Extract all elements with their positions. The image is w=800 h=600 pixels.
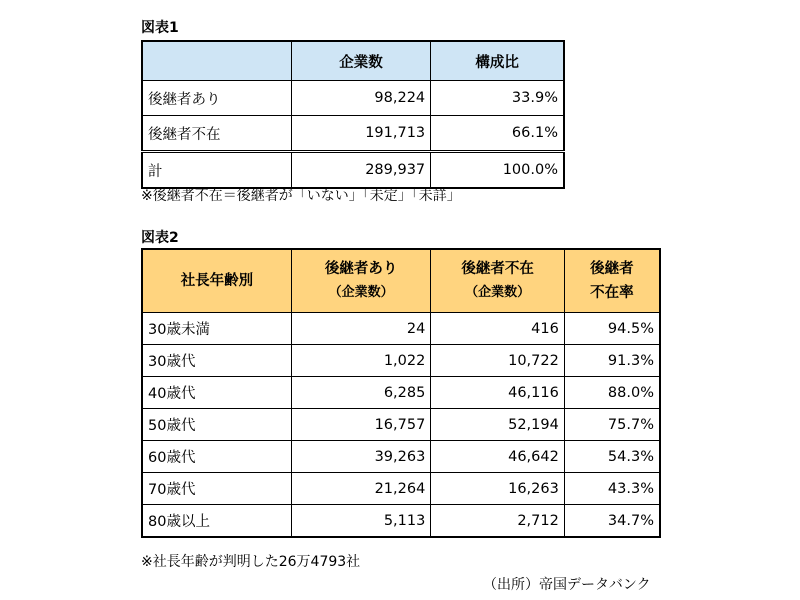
table2-title: 図表2 xyxy=(141,230,179,246)
row-with: 1,022 xyxy=(291,345,430,377)
row-without: 2,712 xyxy=(431,505,565,538)
row-rate: 54.3% xyxy=(564,441,660,473)
row-with: 24 xyxy=(291,313,430,345)
table2-header-with xyxy=(291,249,430,313)
table-row xyxy=(142,116,564,152)
row-count: 289,937 xyxy=(291,152,430,189)
row-age: 30歳未満 xyxy=(142,313,291,345)
row-rate: 34.7% xyxy=(564,505,660,538)
header-line: 後継者 xyxy=(590,261,634,277)
table2 xyxy=(141,248,661,538)
row-rate: 88.0% xyxy=(564,377,660,409)
table2-header-age: 社長年齢別 xyxy=(142,249,291,313)
table-row xyxy=(142,473,660,505)
source-credit: （出所）帝国データバンク xyxy=(483,577,651,593)
table2-header-row xyxy=(142,249,660,313)
table-row xyxy=(142,441,660,473)
table-row xyxy=(142,313,660,345)
row-label: 計 xyxy=(142,152,291,189)
header-line: 後継者あり xyxy=(324,261,398,277)
row-ratio: 100.0% xyxy=(431,152,564,189)
row-without: 16,263 xyxy=(431,473,565,505)
row-without: 416 xyxy=(431,313,565,345)
table2-note: ※社長年齢が判明した26万4793社 xyxy=(141,554,361,570)
header-line: 後継者不在 xyxy=(461,261,534,277)
row-rate: 75.7% xyxy=(564,409,660,441)
table1-header-count: 企業数 xyxy=(291,41,430,81)
row-ratio: 66.1% xyxy=(431,116,564,152)
table1-note: ※後継者不在＝後継者が「いない」「未定」「未詳」 xyxy=(141,188,461,204)
table-row xyxy=(142,81,564,116)
row-with: 21,264 xyxy=(291,473,430,505)
row-age: 40歳代 xyxy=(142,377,291,409)
row-age: 50歳代 xyxy=(142,409,291,441)
row-with: 16,757 xyxy=(291,409,430,441)
row-age: 60歳代 xyxy=(142,441,291,473)
row-with: 39,263 xyxy=(291,441,430,473)
header-subline: （企業数） xyxy=(328,285,394,300)
row-rate: 94.5% xyxy=(564,313,660,345)
row-without: 46,116 xyxy=(431,377,565,409)
table2-header-rate xyxy=(564,249,660,313)
row-without: 52,194 xyxy=(431,409,565,441)
row-with: 5,113 xyxy=(291,505,430,538)
row-rate: 43.3% xyxy=(564,473,660,505)
row-age: 80歳以上 xyxy=(142,505,291,538)
row-without: 10,722 xyxy=(431,345,565,377)
row-label: 後継者不在 xyxy=(142,116,291,152)
table-row xyxy=(142,409,660,441)
table2-header-without xyxy=(431,249,565,313)
row-count: 191,713 xyxy=(291,116,430,152)
row-without: 46,642 xyxy=(431,441,565,473)
header-subline: （企業数） xyxy=(465,285,531,300)
table-row xyxy=(142,505,660,538)
table1-header-row xyxy=(142,41,564,81)
table-row xyxy=(142,377,660,409)
row-label: 後継者あり xyxy=(142,81,291,116)
row-age: 70歳代 xyxy=(142,473,291,505)
row-ratio: 33.9% xyxy=(431,81,564,116)
table1-title: 図表1 xyxy=(141,20,179,36)
table-row-total xyxy=(142,152,564,189)
header-line: 不在率 xyxy=(590,285,634,301)
table-row xyxy=(142,345,660,377)
table1-header-empty xyxy=(142,41,291,81)
table1-header-ratio: 構成比 xyxy=(431,41,564,81)
row-with: 6,285 xyxy=(291,377,430,409)
row-count: 98,224 xyxy=(291,81,430,116)
table1 xyxy=(141,40,565,189)
row-age: 30歳代 xyxy=(142,345,291,377)
row-rate: 91.3% xyxy=(564,345,660,377)
